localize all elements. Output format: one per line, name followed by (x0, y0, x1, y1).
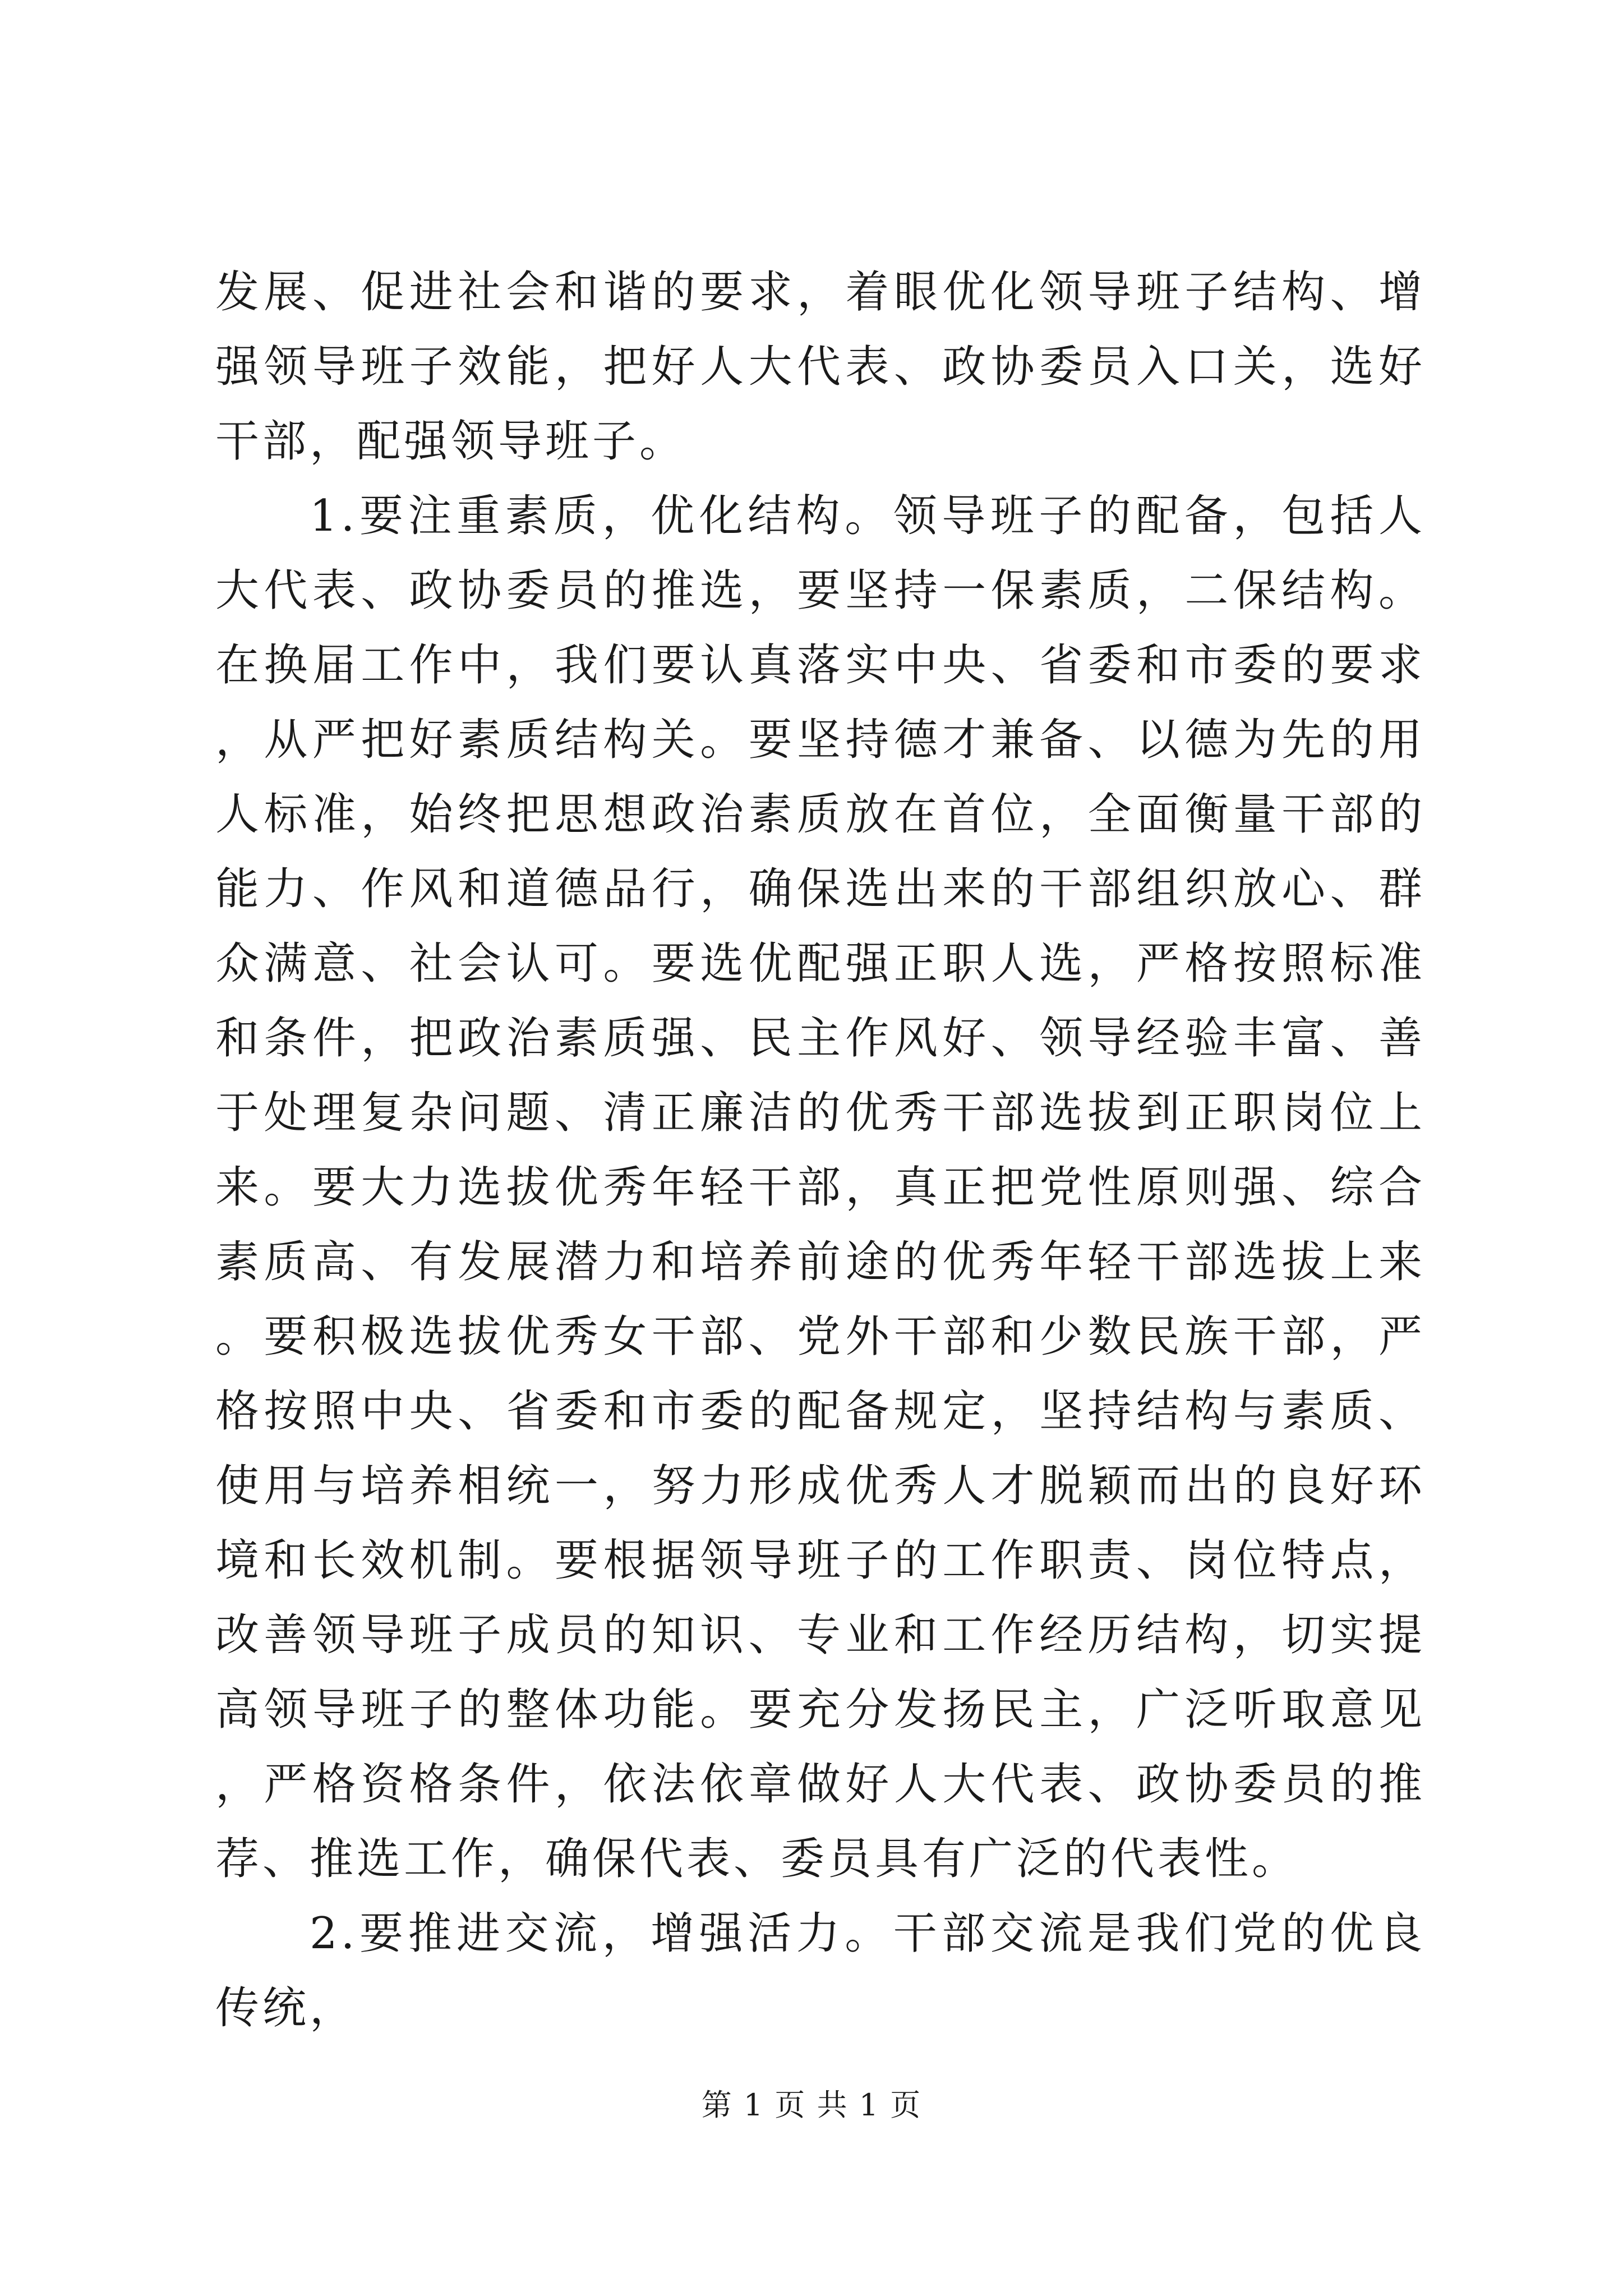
document-body (215, 255, 1426, 2046)
paragraph-1: 发展、促进社会和谐的要求，着眼优化领导班子结构、增强领导班子效能，把好人大代表、政协委员入口关，选好干部，配强领导班子。 (215, 267, 1426, 467)
page-number-label: 第 1 页 共 1 页 (701, 2087, 922, 2123)
page-footer (0, 2086, 1623, 2125)
paragraph-3: 2.要推进交流，增强活力。干部交流是我们党的优良传统， (215, 1908, 1426, 2033)
paragraph-2: 1.要注重素质，优化结构。领导班子的配备，包括人大代表、政协委员的推选，要坚持一保素质，二保结构。在换届工作中，我们要认真落实中央、省委和市委的要求，从严把好素质结构关。要坚持德才兼备、以德为先的用人标准，始终把思想政治素质放在首位，全面衡量干部的能力、作风和道德品行，确保选出来的干部组织放心、群众满意、社会认可。要选优配强正职人选，严格按照标准和条件，把政治素质强、民主作风好、领导经验丰富、善于处理复杂问题、清正廉洁的优秀干部选拔到正职岗位上来。要大力选拔优秀年轻干部，真正把党性原则强、综合素质高、有发展潜力和培养前途的优秀年轻干部选拔上来。要积极选拔优秀女干部、党外干部和少数民族干部，严格按照中央、省委和市委的配备规定，坚持结构与素质、使用与培养相统一，努力形成优秀人才脱颖而出的良好环境和长效机制。要根据领导班子的工作职责、岗位特点，改善领导班子成员的知识、专业和工作经历结构，切实提高领导班子的整体功能。要充分发扬民主，广泛听取意见，严格资格条件，依法依章做好人大代表、政协委员的推荐、推选工作，确保代表、委员具有广泛的代表性。 (215, 491, 1426, 1884)
